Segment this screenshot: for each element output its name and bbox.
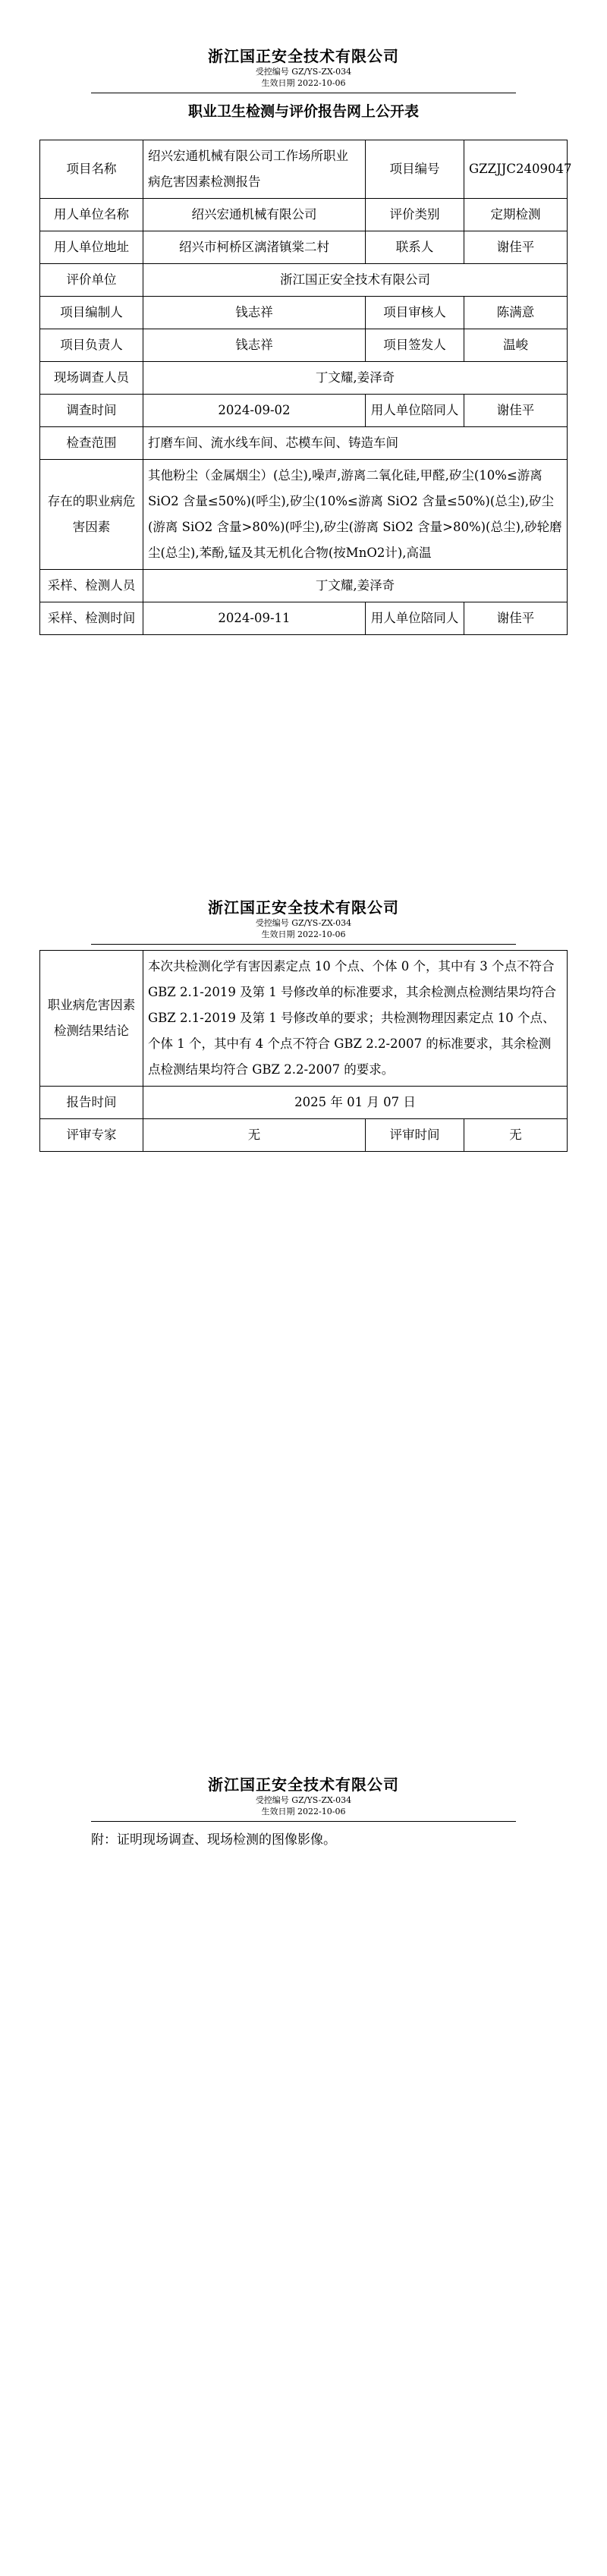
conclusion-value: 本次共检测化学有害因素定点 10 个点、个体 0 个，其中有 3 个点不符合 GBZ 2.1-2019 及第 1 号修改单的标准要求，其余检测点检测结果均符合 GBZ 2.1-2019 及第 1 号修改单的要求；共检测物理因素定点 10 个点、个体 1 个，其中有 4 个点不符合 GBZ 2.2-2007 的标准要求，其余检测点检测结果均符合 GBZ 2.2-2007 的要求。: [143, 951, 568, 1087]
reviewer-label: 项目审核人: [366, 297, 464, 329]
table-row: [40, 199, 568, 231]
doc-control-block: [0, 918, 607, 941]
review-time-label: 评审时间: [366, 1119, 464, 1152]
hazards-label: 存在的职业病危害因素: [40, 460, 143, 570]
table-row: [40, 951, 568, 1087]
samplers-value: 丁文耀,姜泽奇: [143, 570, 568, 602]
eval-unit-label: 评价单位: [40, 264, 143, 297]
expert-value: 无: [143, 1119, 366, 1152]
contact-label: 联系人: [366, 231, 464, 264]
scope-value: 打磨车间、流水线车间、芯模车间、铸造车间: [143, 427, 568, 460]
eval-type-value: 定期检测: [464, 199, 568, 231]
project-name-label: 项目名称: [40, 140, 143, 199]
report-time-label: 报告时间: [40, 1087, 143, 1119]
effective-date: 生效日期 2022-10-06: [261, 1807, 346, 1816]
table-row: [40, 264, 568, 297]
employer-value: 绍兴宏通机械有限公司: [143, 199, 366, 231]
table-row: [40, 1087, 568, 1119]
samplers-label: 采样、检测人员: [40, 570, 143, 602]
table-row: [40, 329, 568, 362]
compiler-label: 项目编制人: [40, 297, 143, 329]
employer-label: 用人单位名称: [40, 199, 143, 231]
header-rule: [91, 944, 516, 945]
eval-type-label: 评价类别: [366, 199, 464, 231]
survey-time-value: 2024-09-02: [143, 395, 366, 427]
doc-control-block: [0, 67, 607, 90]
expert-label: 评审专家: [40, 1119, 143, 1152]
survey-time-label: 调查时间: [40, 395, 143, 427]
company-name: 浙江国正安全技术有限公司: [208, 1776, 399, 1794]
compiler-value: 钱志祥: [143, 297, 366, 329]
company-name: 浙江国正安全技术有限公司: [208, 898, 399, 917]
surveyors-value: 丁文耀,姜泽奇: [143, 362, 568, 395]
control-number: 受控编号 GZ/YS-ZX-034: [255, 918, 352, 928]
table-row: [40, 395, 568, 427]
table-row: [40, 297, 568, 329]
hazards-value: 其他粉尘（金属烟尘）(总尘),噪声,游离二氧化硅,甲醛,矽尘(10%≤游离 SiO2 含量≤50%)(呼尘),矽尘(10%≤游离 SiO2 含量≤50%)(总尘),矽尘(游离 SiO2 含量>80%)(呼尘),矽尘(游离 SiO2 含量>80%)(总尘),砂轮磨尘(总尘),苯酚,锰及其无机化合物(按MnO2计),高温: [143, 460, 568, 570]
effective-date: 生效日期 2022-10-06: [261, 78, 346, 88]
doc-control-block: [0, 1795, 607, 1818]
conclusion-label: 职业病危害因素检测结果结论: [40, 951, 143, 1087]
reviewer-value: 陈满意: [464, 297, 568, 329]
accompany-label: 用人单位陪同人: [366, 395, 464, 427]
table-row: [40, 427, 568, 460]
scope-label: 检查范围: [40, 427, 143, 460]
issuer-label: 项目签发人: [366, 329, 464, 362]
review-time-value: 无: [464, 1119, 568, 1152]
project-name-value: 绍兴宏通机械有限公司工作场所职业病危害因素检测报告: [143, 140, 366, 199]
table-row: [40, 460, 568, 570]
document-title: 职业卫生检测与评价报告网上公开表: [187, 103, 419, 120]
sample-time-value: 2024-09-11: [143, 602, 366, 635]
accompany-value: 谢佳平: [464, 395, 568, 427]
table-row: [40, 602, 568, 635]
project-no-value: GZZJJC2409047: [464, 140, 568, 199]
address-label: 用人单位地址: [40, 231, 143, 264]
sample-time-label: 采样、检测时间: [40, 602, 143, 635]
eval-unit-value: 浙江国正安全技术有限公司: [143, 264, 568, 297]
table-row: [40, 140, 568, 199]
table-row: [40, 362, 568, 395]
conclusion-table: [39, 950, 568, 1152]
company-name: 浙江国正安全技术有限公司: [208, 47, 399, 65]
control-number: 受控编号 GZ/YS-ZX-034: [255, 1795, 352, 1805]
project-no-label: 项目编号: [366, 140, 464, 199]
accompany-value-2: 谢佳平: [464, 602, 568, 635]
control-number: 受控编号 GZ/YS-ZX-034: [255, 67, 352, 77]
header-rule: [91, 1821, 516, 1822]
attachment-note: 附：证明现场调查、现场检测的图像影像。: [91, 1832, 336, 1848]
table-row: [40, 231, 568, 264]
effective-date: 生效日期 2022-10-06: [261, 929, 346, 939]
report-time-value: 2025 年 01 月 07 日: [143, 1087, 568, 1119]
leader-label: 项目负责人: [40, 329, 143, 362]
issuer-value: 温峻: [464, 329, 568, 362]
surveyors-label: 现场调查人员: [40, 362, 143, 395]
table-row: [40, 1119, 568, 1152]
address-value: 绍兴市柯桥区漓渚镇棠二村: [143, 231, 366, 264]
contact-value: 谢佳平: [464, 231, 568, 264]
leader-value: 钱志祥: [143, 329, 366, 362]
disclosure-table: [39, 140, 572, 635]
accompany-label-2: 用人单位陪同人: [366, 602, 464, 635]
table-row: [40, 570, 568, 602]
